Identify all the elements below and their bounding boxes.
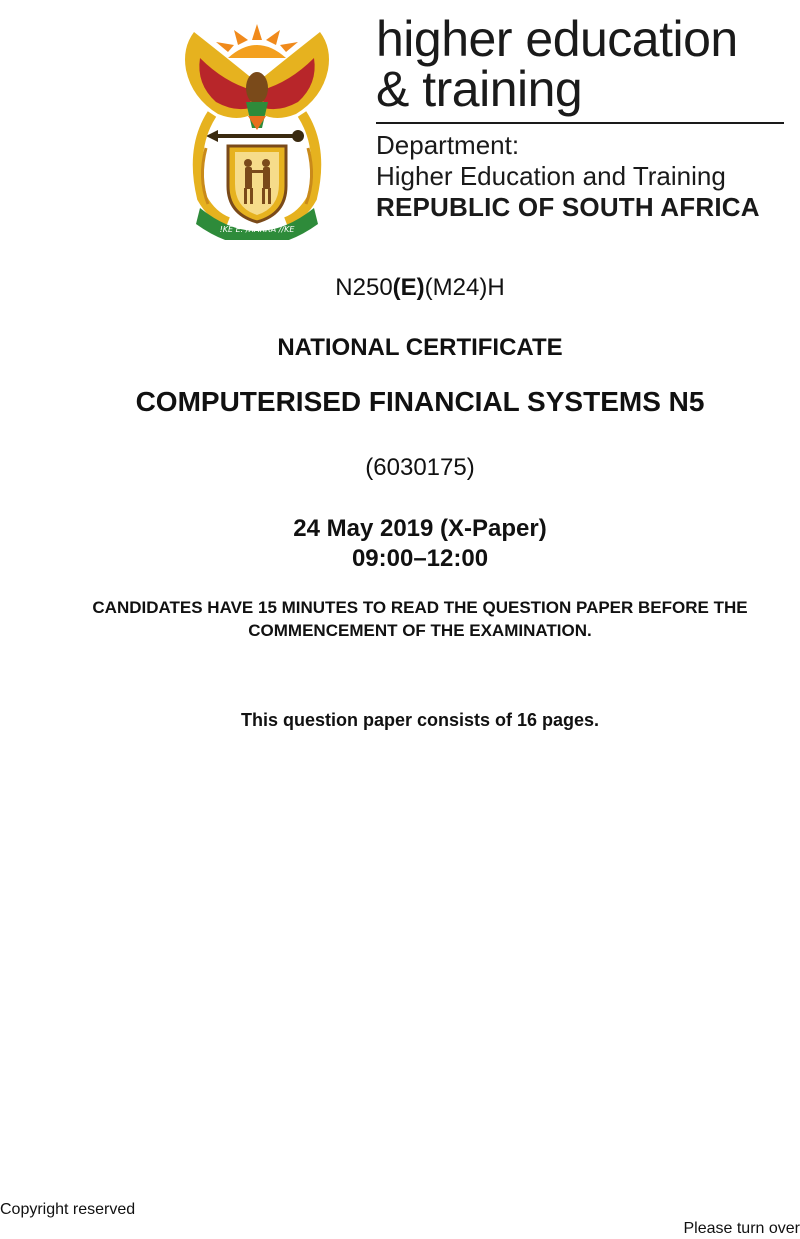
country-name: REPUBLIC OF SOUTH AFRICA — [376, 192, 760, 222]
sun-icon — [216, 24, 298, 58]
notice-line-1: CANDIDATES HAVE 15 MINUTES TO READ THE QUESTION PAPER BEFORE THE — [92, 598, 748, 617]
department-label: Department: — [376, 130, 520, 160]
wordmark-line-1: higher education — [376, 11, 738, 67]
certificate-heading: NATIONAL CERTIFICATE — [277, 334, 563, 361]
paper-code-suffix: (M24)H — [424, 274, 505, 301]
department-name: Higher Education and Training — [376, 161, 726, 191]
exam-date: 24 May 2019 (X-Paper) — [293, 515, 547, 542]
coat-of-arms-logo — [172, 18, 342, 240]
exam-time: 09:00–12:00 — [351, 545, 489, 572]
page-count-statement: This question paper consists of 16 pages. — [240, 710, 600, 730]
paper-code-language: (E) — [392, 274, 425, 301]
reading-time-notice — [0, 596, 800, 642]
paper-code — [0, 274, 800, 302]
motto-text: !KE E: /XARRA //KE — [219, 225, 295, 234]
subject-code: (6030175) — [365, 454, 475, 481]
turn-over-notice: Please turn over — [683, 1220, 800, 1237]
department-details — [376, 130, 760, 223]
header-divider — [376, 122, 784, 124]
wordmark-line-2: & training — [376, 61, 583, 117]
department-wordmark — [376, 11, 738, 117]
copyright-notice: Copyright reserved — [0, 1201, 136, 1218]
paper-code-prefix: N250 — [335, 274, 393, 301]
notice-line-2: COMMENCEMENT OF THE EXAMINATION. — [248, 621, 592, 640]
subject-title: COMPUTERISED FINANCIAL SYSTEMS N5 — [135, 386, 705, 417]
